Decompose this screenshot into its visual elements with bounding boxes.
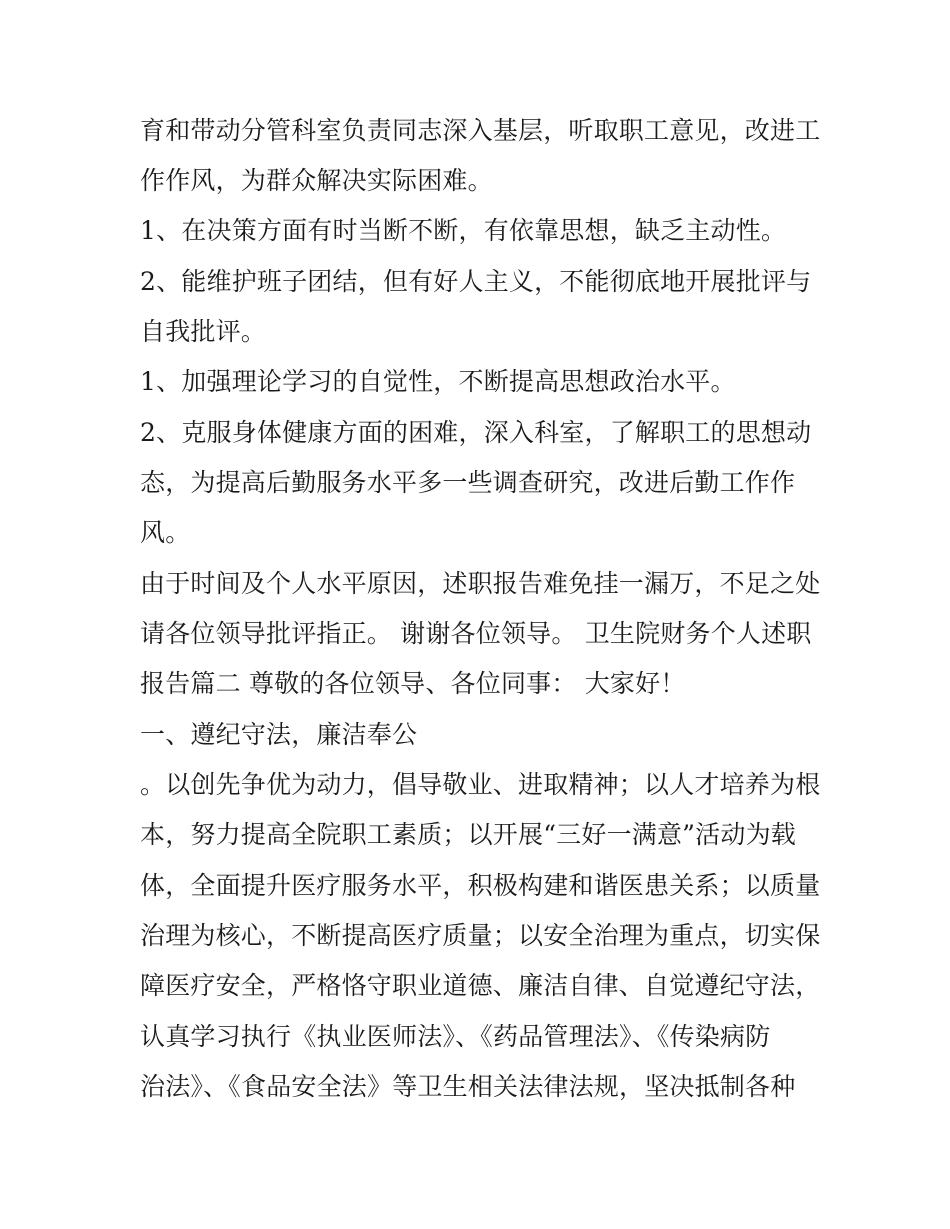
text-line: 态，为提高后勤服务水平多一些调查研究，改进后勤工作作 <box>140 468 796 497</box>
text-line: 报告篇二 尊敬的各位领导、各位同事： 大家好！ <box>140 669 686 698</box>
text-line: 本，努力提高全院职工素质；以开展“三好一满意”活动为载 <box>140 820 796 849</box>
text-line: 育和带动分管科室负责同志深入基层，听取职工意见，改进工 <box>140 116 821 145</box>
text-line: 自我批评。 <box>140 317 267 346</box>
text-line: 体，全面提升医疗服务水平，积极构建和谐医患关系；以质量 <box>140 871 821 900</box>
text-line: 风。 <box>140 518 191 547</box>
text-line: 障医疗安全，严格恪守职业道德、廉洁自律、自觉遵纪守法， <box>140 971 821 1000</box>
text-line: 1、在决策方面有时当断不断，有依靠思想，缺乏主动性。 <box>140 216 787 245</box>
text-line: 治法》、《食品安全法》等卫生相关法律法规，坚决抵制各种 <box>140 1072 796 1101</box>
text-line: 。以创先争优为动力，倡导敬业、进取精神；以人才培养为根 <box>140 770 821 799</box>
text-line: 2、克服身体健康方面的困难，深入科室，了解职工的思想动 <box>140 418 812 447</box>
text-line: 认真学习执行《执业医师法》、《药品管理法》、《传染病防 <box>140 1022 771 1051</box>
text-line: 2、能维护班子团结，但有好人主义，不能彻底地开展批评与 <box>140 267 812 296</box>
text-line: 作作风，为群众解决实际困难。 <box>140 166 493 195</box>
text-line: 请各位领导批评指正。 谢谢各位领导。 卫生院财务个人述职 <box>140 619 812 648</box>
text-line: 由于时间及个人水平原因，述职报告难免挂一漏万，不足之处 <box>140 569 821 598</box>
section-heading: 一、遵纪守法，廉洁奉公 <box>140 720 418 749</box>
text-line: 1、加强理论学习的自觉性，不断提高思想政治水平。 <box>140 367 736 396</box>
text-line: 治理为核心，不断提高医疗质量；以安全治理为重点，切实保 <box>140 921 821 950</box>
